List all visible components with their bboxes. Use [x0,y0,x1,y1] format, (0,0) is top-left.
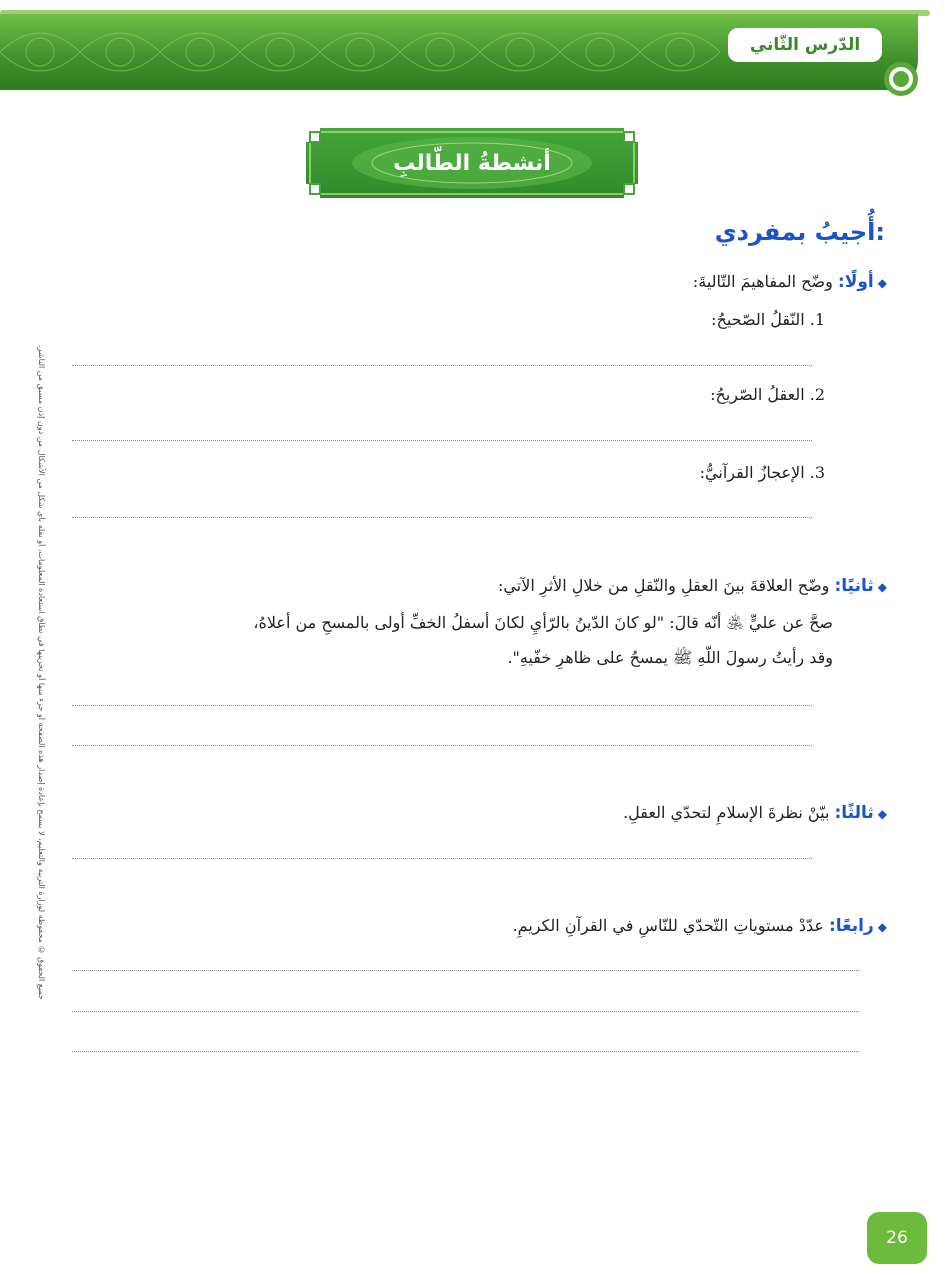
question-text: وضّح المفاهيمَ التّاليةَ: [692,272,833,291]
answer-line[interactable] [72,970,859,971]
concept-item-3: 3. الإعجازُ القرآنيُّ: [699,463,825,482]
answer-line[interactable] [72,1011,859,1012]
answer-line[interactable] [72,517,812,518]
question-label: رابعًا: [828,916,874,936]
quote-line-2: وقد رأيتُ رسولَ اللّهِ ﷺ يمسحُ على ظاهرِ خفّيهِ". [507,648,833,667]
quote-line-1: صحَّ عن عليٍّ ﵁ أنّه قالَ: "لو كانَ الدّينُ بالرّأيِ لكانَ أسفلُ الخفِّ أولى بالمسحِ من أعلاهُ، [253,613,833,632]
question-2 [498,576,887,596]
answer-line[interactable] [72,365,812,366]
question-3 [623,803,887,823]
header-ring-dot [893,71,909,87]
question-text: وضّح العلاقةَ بينَ العقلِ والنّقلِ من خلالِ الأثرِ الآتي: [498,576,830,595]
question-4 [513,916,887,936]
question-text: بيّنْ نظرةَ الإسلامِ لتحدّي العقلِ. [623,803,830,822]
diamond-bullet-icon: ◆ [877,580,887,594]
question-label: ثانيًا: [834,576,874,596]
answer-line[interactable] [72,1051,859,1052]
concept-item-1: 1. النّقلُ الصّحيحُ: [711,310,825,329]
question-label: أولًا: [837,272,874,292]
question-text: عدّدْ مستوياتِ التّحدّي للنّاسِ في القرآنِ الكريمِ. [512,916,824,935]
answer-line[interactable] [72,705,812,706]
diamond-bullet-icon: ◆ [877,807,887,821]
question-1 [693,272,887,292]
banner-title: أنشطةُ الطّالبِ [393,150,551,176]
lesson-label: الدّرس الثّاني [728,28,882,62]
page-number: 26 [867,1212,927,1264]
diamond-bullet-icon: ◆ [877,276,887,290]
question-label: ثالثًا: [834,803,874,823]
copyright-notice: جميع الحقوق © محفوظة لوزارة التربية والتعليم، لا يسمح بإعادة إصدار هذه الصفحة أو جزء منها أو تخزينها في نطاق استعادة المعلومات، أو نقله بأي شكل من الأشكال من دون إذن مسبق من الناشر. [37,345,46,1000]
concept-item-2: 2. العقلُ الصّريحُ: [710,385,825,404]
answer-line[interactable] [72,858,812,859]
section-title: أُجيبُ بمفردي: [714,218,885,246]
diamond-bullet-icon: ◆ [877,920,887,934]
answer-line[interactable] [72,440,812,441]
answer-line[interactable] [72,745,812,746]
